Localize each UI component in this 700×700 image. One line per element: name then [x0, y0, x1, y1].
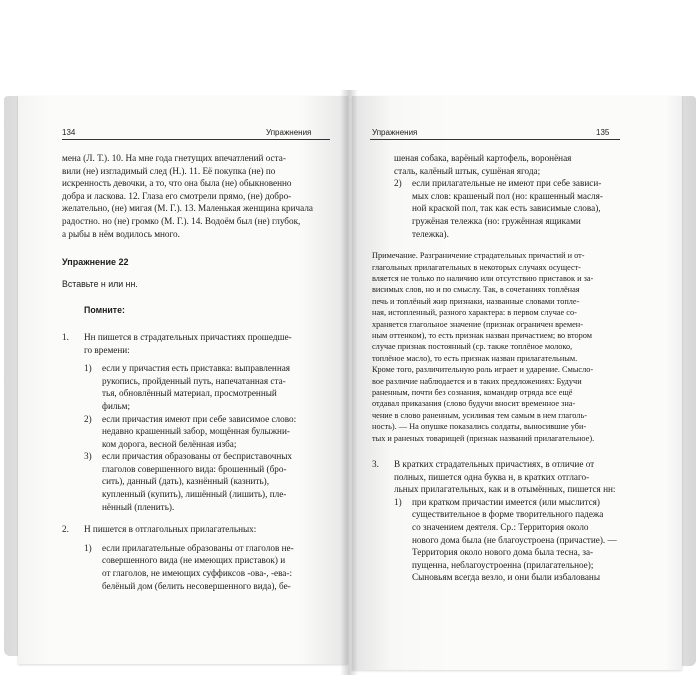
text-line: пущенна, неблагоустроенна (прилагательное);	[412, 559, 594, 570]
text-line: если у причастия есть приставка: выправленная	[102, 363, 291, 374]
text-line: купленный (купить), лишённый (лишить), пле-	[102, 489, 287, 500]
text-line: желательно, (не) мигая (М. Г.). 13. Маленькая женщина кричала	[62, 203, 313, 214]
remember-heading: Помните:	[84, 305, 125, 316]
text-line: если причастия образованы от бесприставочных	[102, 451, 292, 462]
rule-number: 1.	[62, 331, 69, 342]
right-page-body	[372, 152, 632, 584]
text-line: вили (не) изгладимый след (Н.). 11. Её покупка (не) по	[62, 165, 276, 176]
text-line: случае признак постоянный (ср. также топлёное молоко,	[372, 342, 573, 352]
item-number: 2)	[394, 178, 402, 189]
left-page-body	[62, 152, 334, 592]
text-line: искренность девочки, а то, что она была (не) обыкновенно	[62, 178, 292, 189]
running-head: Упражнения	[372, 128, 418, 137]
text-line: при кратком причастии имеется (или мыслится)	[412, 496, 600, 507]
rule-2	[62, 523, 334, 536]
item-number: 3)	[84, 451, 92, 462]
item-number: 1)	[84, 542, 92, 553]
text-line: тележка).	[412, 228, 449, 239]
note-block	[372, 250, 632, 444]
right-page	[352, 96, 682, 670]
text-line: если прилагательные не имеют при себе зависи-	[412, 178, 602, 189]
text-line: шеная собака, варёный картофель, воронёная	[394, 153, 572, 163]
text-line: мена (Л. Т.). 10. На мне года гнетущих впечатлений оста-	[62, 153, 286, 163]
right-top-text	[372, 152, 632, 177]
header-rule	[62, 139, 330, 140]
text-line: храняется глагольное значение (признак ограничен времен-	[372, 319, 584, 329]
text-line: отдавал приказания (слово будучи вносит временное зна-	[372, 399, 576, 409]
text-line: топлёное масло), то есть признак назван прилагательным.	[372, 353, 578, 363]
rule-1	[62, 331, 334, 356]
rule-1-item-2	[62, 413, 334, 451]
text-line: Примечание. Разграничение страдательных причастий и от-	[372, 251, 585, 261]
text-line: вляется не только по наличию или отсутствию приставок и за-	[372, 273, 594, 283]
text-line: ность). — На опушке показались солдаты, выносившие уби-	[372, 422, 587, 432]
item-number: 1)	[84, 363, 92, 374]
text-line: глагольных прилагательных в некоторых случаях осущест-	[372, 262, 582, 272]
text-line: го времени:	[84, 344, 130, 355]
text-line: добра и ласкова. 12. Глаза его смотрели прямо, (не) добро-	[62, 190, 292, 201]
text-line: а рыбы в нём водилось много.	[62, 228, 180, 239]
rule-number: 3.	[372, 459, 379, 470]
text-line: сталь, калёный штык, сушёная ягода;	[394, 165, 541, 176]
text-line: Сыновьям всегда везло, и они были избалованы	[412, 572, 600, 583]
exercise-instruction: Вставьте н или нн.	[62, 278, 138, 289]
rule-1-item-3	[62, 450, 334, 513]
text-line: если причастия имеют при себе зависимое слово:	[102, 413, 297, 424]
text-line: Н пишется в отглагольных прилагательных:	[84, 524, 257, 535]
running-head: Упражнения	[266, 128, 312, 137]
text-line: совершенного вида (не имеющих приставок) и	[102, 555, 286, 566]
item-number: 1)	[394, 496, 402, 507]
rule-3-item-1	[372, 496, 632, 584]
text-line: В кратких страдательных причастиях, в отличие от	[394, 459, 595, 470]
text-line: висимых слов, но и по смыслу. Так, в сочетаниях топлёная	[372, 285, 580, 295]
left-page	[18, 96, 348, 664]
exercise-title: Упражнение 22	[62, 257, 129, 268]
rule-2-item-2	[372, 177, 632, 240]
rule-1-item-1	[62, 362, 334, 412]
text-line: фильм;	[102, 400, 131, 411]
text-line: существительное в форме творительного падежа	[412, 509, 604, 520]
text-line: рукопись, пройденный путь, напечатанная ста-	[102, 375, 286, 386]
item-number: 2)	[84, 413, 92, 424]
text-line: сить), данный (дать), казнённый (казнить),	[102, 476, 269, 487]
text-line: ная, истопленный, разного характера: в первом случае со-	[372, 308, 577, 318]
text-line: Кроме того, различительную роль играет и ударение. Смысло-	[372, 365, 594, 375]
header-rule	[370, 139, 620, 140]
text-line: радостно. но (не) громко (М. Г.). 14. Водоём был (не) глубок,	[62, 215, 301, 226]
text-line: печь и топлёный жир признаки, названные словами топле-	[372, 296, 580, 306]
text-line: Территория около нового дома была тесна, за-	[412, 547, 594, 558]
left-top-text	[62, 152, 334, 240]
rule-3	[372, 458, 632, 496]
rule-2-item-1	[62, 542, 334, 592]
text-line: если прилагательные образованы от глаголов не-	[102, 542, 294, 553]
text-line: тья, обновлённый материал, просмотренный	[102, 388, 277, 399]
text-line: нового дома была (не благоустроена (причастие). —	[412, 534, 617, 545]
text-line: Нн пишется в страдательных причастиях прошедше-	[84, 331, 292, 342]
book-gutter	[340, 90, 358, 675]
text-line: вое различие наблюдается и в таких предложениях: Будучи	[372, 376, 582, 386]
text-line: ным оттенком), то есть признак назван причастием; во втором	[372, 331, 593, 340]
text-line: ком дорога, весной белённая изба;	[102, 438, 237, 449]
text-line: гружёная тележка (но: гружённая ящиками	[412, 215, 581, 226]
text-line: раненным, почти без сознания, командир отряда все ещё	[372, 388, 573, 398]
text-line: нённый (пленить).	[102, 501, 175, 512]
text-line: полных, пишется одна буква н, в кратких отглаго-	[394, 471, 590, 482]
text-line: от глаголов, не имеющих суффиксов -ова-, -ева-:	[102, 568, 292, 579]
text-line: мых слов: крашеный пол (но: крашенный масля-	[412, 190, 603, 201]
text-line: со значением деятеля. Ср.: Территория около	[412, 522, 589, 533]
page-number: 135	[596, 128, 610, 137]
text-line: глаголов совершенного вида: брошенный (бро-	[102, 463, 287, 474]
text-line: чение в слово раненным, усиливая тем самым в нем глаголь-	[372, 410, 587, 420]
text-line: тых и раненых товарищей (признак названий прилагательное).	[372, 433, 595, 443]
text-line: недавно крашенный забор, мощённая булыжни-	[102, 426, 290, 437]
rule-number: 2.	[62, 524, 69, 535]
text-line: льных прилагательных, как и в отымённых, пишется нн:	[394, 484, 616, 495]
text-line: ной краской пол, так как есть зависимые слова),	[412, 203, 601, 214]
text-line: белёный дом (белить несовершенного вида), бе-	[102, 580, 291, 591]
page-number: 134	[62, 128, 76, 137]
